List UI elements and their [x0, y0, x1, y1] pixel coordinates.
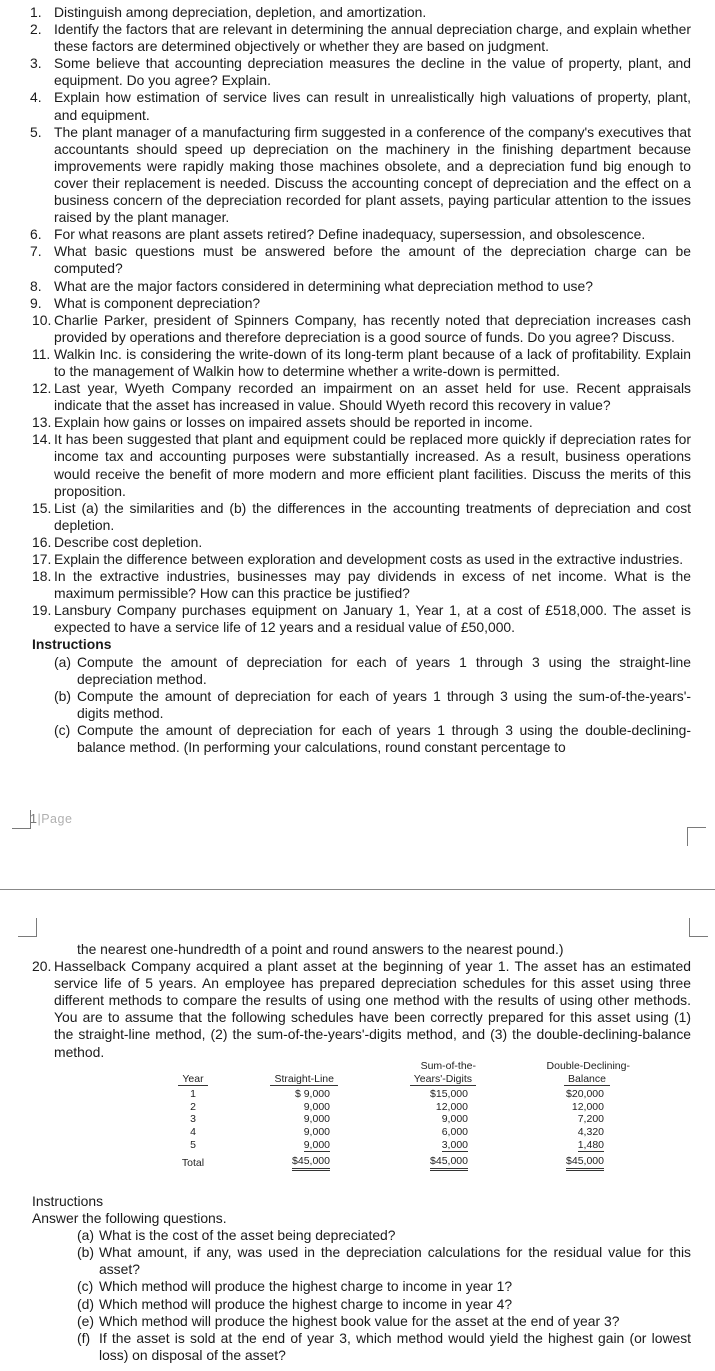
table-cell-ddb: 12,000	[571, 1100, 604, 1113]
question-item	[0, 346, 715, 380]
question-item	[0, 89, 715, 123]
answer-question-item	[0, 1244, 715, 1278]
answer-question-item	[0, 1313, 715, 1330]
question-number: 19.	[32, 602, 52, 619]
continuation-text: the nearest one-hundredth of a point and round answers to the nearest pound.)	[77, 941, 564, 957]
question-item	[0, 312, 715, 346]
instruction-text: Compute the amount of depreciation for each of years 1 through 3 using the sum-of-the-years'-digits method.	[77, 687, 691, 721]
question-item	[0, 295, 715, 312]
table-cell-year: 3	[190, 1113, 196, 1126]
depreciation-schedule-table	[170, 1060, 630, 1171]
instructions-heading-2: Instructions	[32, 1193, 104, 1209]
question-item	[0, 568, 715, 602]
answer-question-label: (b)	[77, 1244, 94, 1261]
question-item	[0, 124, 715, 227]
question-number: 18.	[32, 568, 52, 585]
question-text: Explain how estimation of service lives can result in unrealistically high valuations of property, plant, and equipment.	[54, 89, 691, 123]
answer-question-text: Which method will produce the highest book value for the asset at the end of year 3?	[99, 1312, 620, 1329]
table-cell-sl: 9,000	[303, 1100, 330, 1113]
table-cell-year: 5	[190, 1139, 196, 1152]
crop-mark-bottom-right	[687, 827, 706, 846]
table-cell-sl: 9,000	[303, 1138, 330, 1151]
question-item	[0, 4, 715, 21]
table-total-row	[170, 1152, 630, 1171]
table-row	[170, 1126, 630, 1139]
question-number: 15.	[32, 499, 52, 516]
answer-question-item	[0, 1278, 715, 1295]
question-number: 16.	[32, 533, 52, 550]
question-text: Last year, Wyeth Company recorded an impairment on an asset held for use. Recent appraisals indicate that the asset has increased in value. Should Wyeth record this recovery in value?	[54, 380, 691, 414]
question-text: For what reasons are plant assets retired? Define inadequacy, supersession, and obsolescence.	[54, 226, 646, 243]
question-item	[0, 21, 715, 55]
answer-question-item	[0, 1330, 715, 1364]
instruction-label: (b)	[54, 687, 71, 704]
total-cell-sl: $45,000	[216, 1152, 374, 1171]
question-text: Explain how gains or losses on impaired assets should be reported in income.	[54, 414, 533, 431]
question-number: 8.	[30, 277, 42, 294]
question-text: Hasselback Company acquired a plant asset at the beginning of year 1. The asset has an estimated service life of 5 years. An employee has prepared depreciation schedules for this asset using three different methods to compare the results of using one method with the results of using other methods. You are to assume that the following schedules have been correctly prepared for this asset using (1) the straight-line method, (2) the sum-of-the-years'-digits method, and (3) the double-declining-balance method.	[54, 958, 691, 1060]
question-text: Some believe that accounting depreciation measures the decline in the value of property, plant, and equipment. Do you agree? Explain.	[54, 55, 691, 89]
question-number: 1.	[30, 4, 42, 20]
question-item	[0, 500, 715, 534]
question-number: 17.	[32, 551, 52, 567]
question-text: What are the major factors considered in determining what depreciation method to use?	[54, 277, 593, 294]
table-cell-ddb: $20,000	[566, 1088, 604, 1101]
instruction-item	[0, 688, 715, 722]
answer-question-item	[0, 1296, 715, 1313]
answer-question-item	[0, 1227, 715, 1244]
page-footer	[30, 811, 72, 828]
instruction-label: (c)	[54, 721, 71, 738]
answer-question-label: (d)	[77, 1295, 94, 1312]
question-text: What basic questions must be answered before the amount of the depreciation charge can be computed?	[54, 243, 691, 277]
question-number: 13.	[32, 414, 52, 431]
header-sum-of-years-digits: Sum-of-the- Years'-Digits	[374, 1060, 510, 1088]
question-text: The plant manager of a manufacturing firm suggested in a conference of the company's executives that accountants should speed up depreciation on the machinery in the finishing department because improvements were rapidly making those machines obsolete, and a depreciation fund big enough to cover their replacement is needed. Discuss the accounting concept of depreciation and the effect on a business concern of the depreciation recorded for plant assets, paying particular attention to the issues raised by the plant manager.	[54, 123, 691, 226]
answer-question-label: (a)	[77, 1227, 94, 1244]
page2-text	[0, 941, 715, 1061]
answer-question-text: Which method will produce the highest charge to income in year 1?	[99, 1278, 513, 1295]
question-number: 4.	[30, 89, 42, 106]
instructions-list	[0, 654, 715, 757]
question-text: Charlie Parker, president of Spinners Company, has recently noted that depreciation increases cash provided by operations and therefore depreciation is a good source of funds. Do you agree? Discuss.	[54, 311, 691, 345]
footer-separator: |	[37, 812, 42, 826]
table-cell-sl: $ 9,000	[294, 1088, 330, 1101]
table-row	[170, 1113, 630, 1126]
answer-question-text: If the asset is sold at the end of year 3, which method would yield the highest gain (or lowest loss) on disposal of the asset?	[99, 1329, 691, 1363]
question-text: Lansbury Company purchases equipment on January 1, Year 1, at a cost of £518,000. The asset is expected to have a service life of 12 years and a residual value of £50,000.	[54, 602, 691, 636]
table-cell-ddb: 1,480	[577, 1138, 604, 1151]
question-item	[0, 243, 715, 277]
question-item	[0, 226, 715, 243]
answer-question-label: (c)	[77, 1278, 94, 1295]
table-cell-year: 1	[190, 1088, 196, 1101]
table-cell-syd: 9,000	[441, 1113, 468, 1126]
question-text: Describe cost depletion.	[54, 533, 203, 550]
questions-block	[0, 4, 715, 756]
total-cell-syd: $45,000	[374, 1152, 510, 1171]
question-text: Walkin Inc. is considering the write-down of its long-term plant because of a lack of profitability. Explain to the management of Walkin how to determine whether a write-down is permitted.	[54, 345, 691, 379]
crop-mark-bottom-left	[12, 810, 31, 829]
question-number: 3.	[30, 55, 42, 72]
question-number: 7.	[30, 243, 42, 260]
table-row	[170, 1139, 630, 1153]
instruction-text: Compute the amount of depreciation for each of years 1 through 3 using the double-declining-balance method. (In performing your calculations, round constant percentage to	[77, 721, 691, 756]
question-text: Identify the factors that are relevant in determining the annual depreciation charge, and explain whether these factors are determined objectively or whether they are based on judgment.	[54, 21, 691, 55]
question-20	[0, 958, 715, 1061]
question-text: In the extractive industries, businesses may pay dividends in excess of net income. What is the maximum permissible? How can this practice be justified?	[54, 568, 691, 602]
table-cell-syd: 3,000	[441, 1138, 468, 1151]
question-number: 14.	[32, 431, 52, 448]
question-number: 11.	[32, 345, 51, 362]
instructions-heading: Instructions	[32, 636, 112, 653]
table-cell-syd: 6,000	[441, 1125, 468, 1138]
question-item	[0, 534, 715, 551]
question-item	[0, 55, 715, 89]
header-year: Year	[170, 1060, 216, 1088]
instruction-label: (a)	[54, 653, 71, 670]
header-double-declining-balance: Double-Declining- Balance	[546, 1060, 630, 1085]
question-list	[0, 4, 715, 636]
question-item	[0, 414, 715, 431]
table-cell-ddb: 4,320	[577, 1125, 604, 1138]
question-number: 20.	[32, 958, 52, 975]
instruction-text: Compute the amount of depreciation for each of years 1 through 3 using the straight-line depreciation method.	[77, 653, 691, 687]
table-header-row	[170, 1060, 630, 1088]
table-cell-syd: 12,000	[435, 1100, 468, 1113]
total-cell-label: Total	[181, 1156, 205, 1169]
table-cell-sl: 9,000	[303, 1113, 330, 1126]
question-item	[0, 431, 715, 499]
question-number: 6.	[30, 226, 42, 243]
table-row	[170, 1101, 630, 1114]
question-text: It has been suggested that plant and equipment could be replaced more quickly if depreciation rates for income tax and accounting purposes were substantially increased. As a result, business operations would receive the benefit of more modern and more efficient plant facilities. Discuss the merits of this proposition.	[54, 431, 691, 499]
question-item	[0, 551, 715, 568]
question-number: 2.	[30, 21, 42, 38]
question-text: What is component depreciation?	[54, 294, 261, 311]
table-row	[170, 1088, 630, 1101]
document-page-2	[0, 890, 715, 1371]
question-number: 10.	[32, 311, 52, 328]
answer-question-label: (f)	[77, 1329, 91, 1346]
instruction-item	[0, 722, 715, 756]
question-number: 12.	[32, 380, 52, 397]
question-text: List (a) the similarities and (b) the differences in the accounting treatments of depreciation and cost depletion.	[54, 499, 691, 533]
page-number: 1	[30, 812, 38, 826]
table-cell-year: 4	[190, 1125, 196, 1138]
instruction-item	[0, 654, 715, 688]
question-text: Explain the difference between exploration and development costs as used in the extractive industries.	[54, 551, 684, 567]
footer-page-word: Page	[41, 812, 73, 826]
answer-questions-list	[0, 1227, 715, 1364]
table-cell-year: 2	[190, 1100, 196, 1113]
crop-mark-top-left	[18, 918, 37, 937]
question-text: Distinguish among depreciation, depletion, and amortization.	[54, 4, 427, 20]
answer-question-text: Which method will produce the highest charge to income in year 4?	[99, 1295, 513, 1312]
question-item	[0, 602, 715, 636]
question-number: 5.	[30, 123, 42, 140]
table-cell-sl: 9,000	[303, 1125, 330, 1138]
total-cell-ddb: $45,000	[510, 1152, 630, 1171]
page2-instructions	[0, 1193, 715, 1364]
crop-mark-top-right	[689, 918, 708, 937]
table-body	[170, 1088, 630, 1171]
answer-question-text: What is the cost of the asset being depreciated?	[99, 1227, 396, 1244]
header-straight-line: Straight-Line	[216, 1060, 374, 1088]
question-item	[0, 380, 715, 414]
question-item	[0, 278, 715, 295]
instructions-intro: Answer the following questions.	[32, 1210, 227, 1227]
table-cell-syd: $15,000	[430, 1088, 468, 1101]
answer-question-text: What amount, if any, was used in the depreciation calculations for the residual value for this asset?	[99, 1244, 691, 1278]
table-cell-ddb: 7,200	[577, 1113, 604, 1126]
answer-question-label: (e)	[77, 1312, 94, 1329]
question-number: 9.	[30, 294, 42, 311]
